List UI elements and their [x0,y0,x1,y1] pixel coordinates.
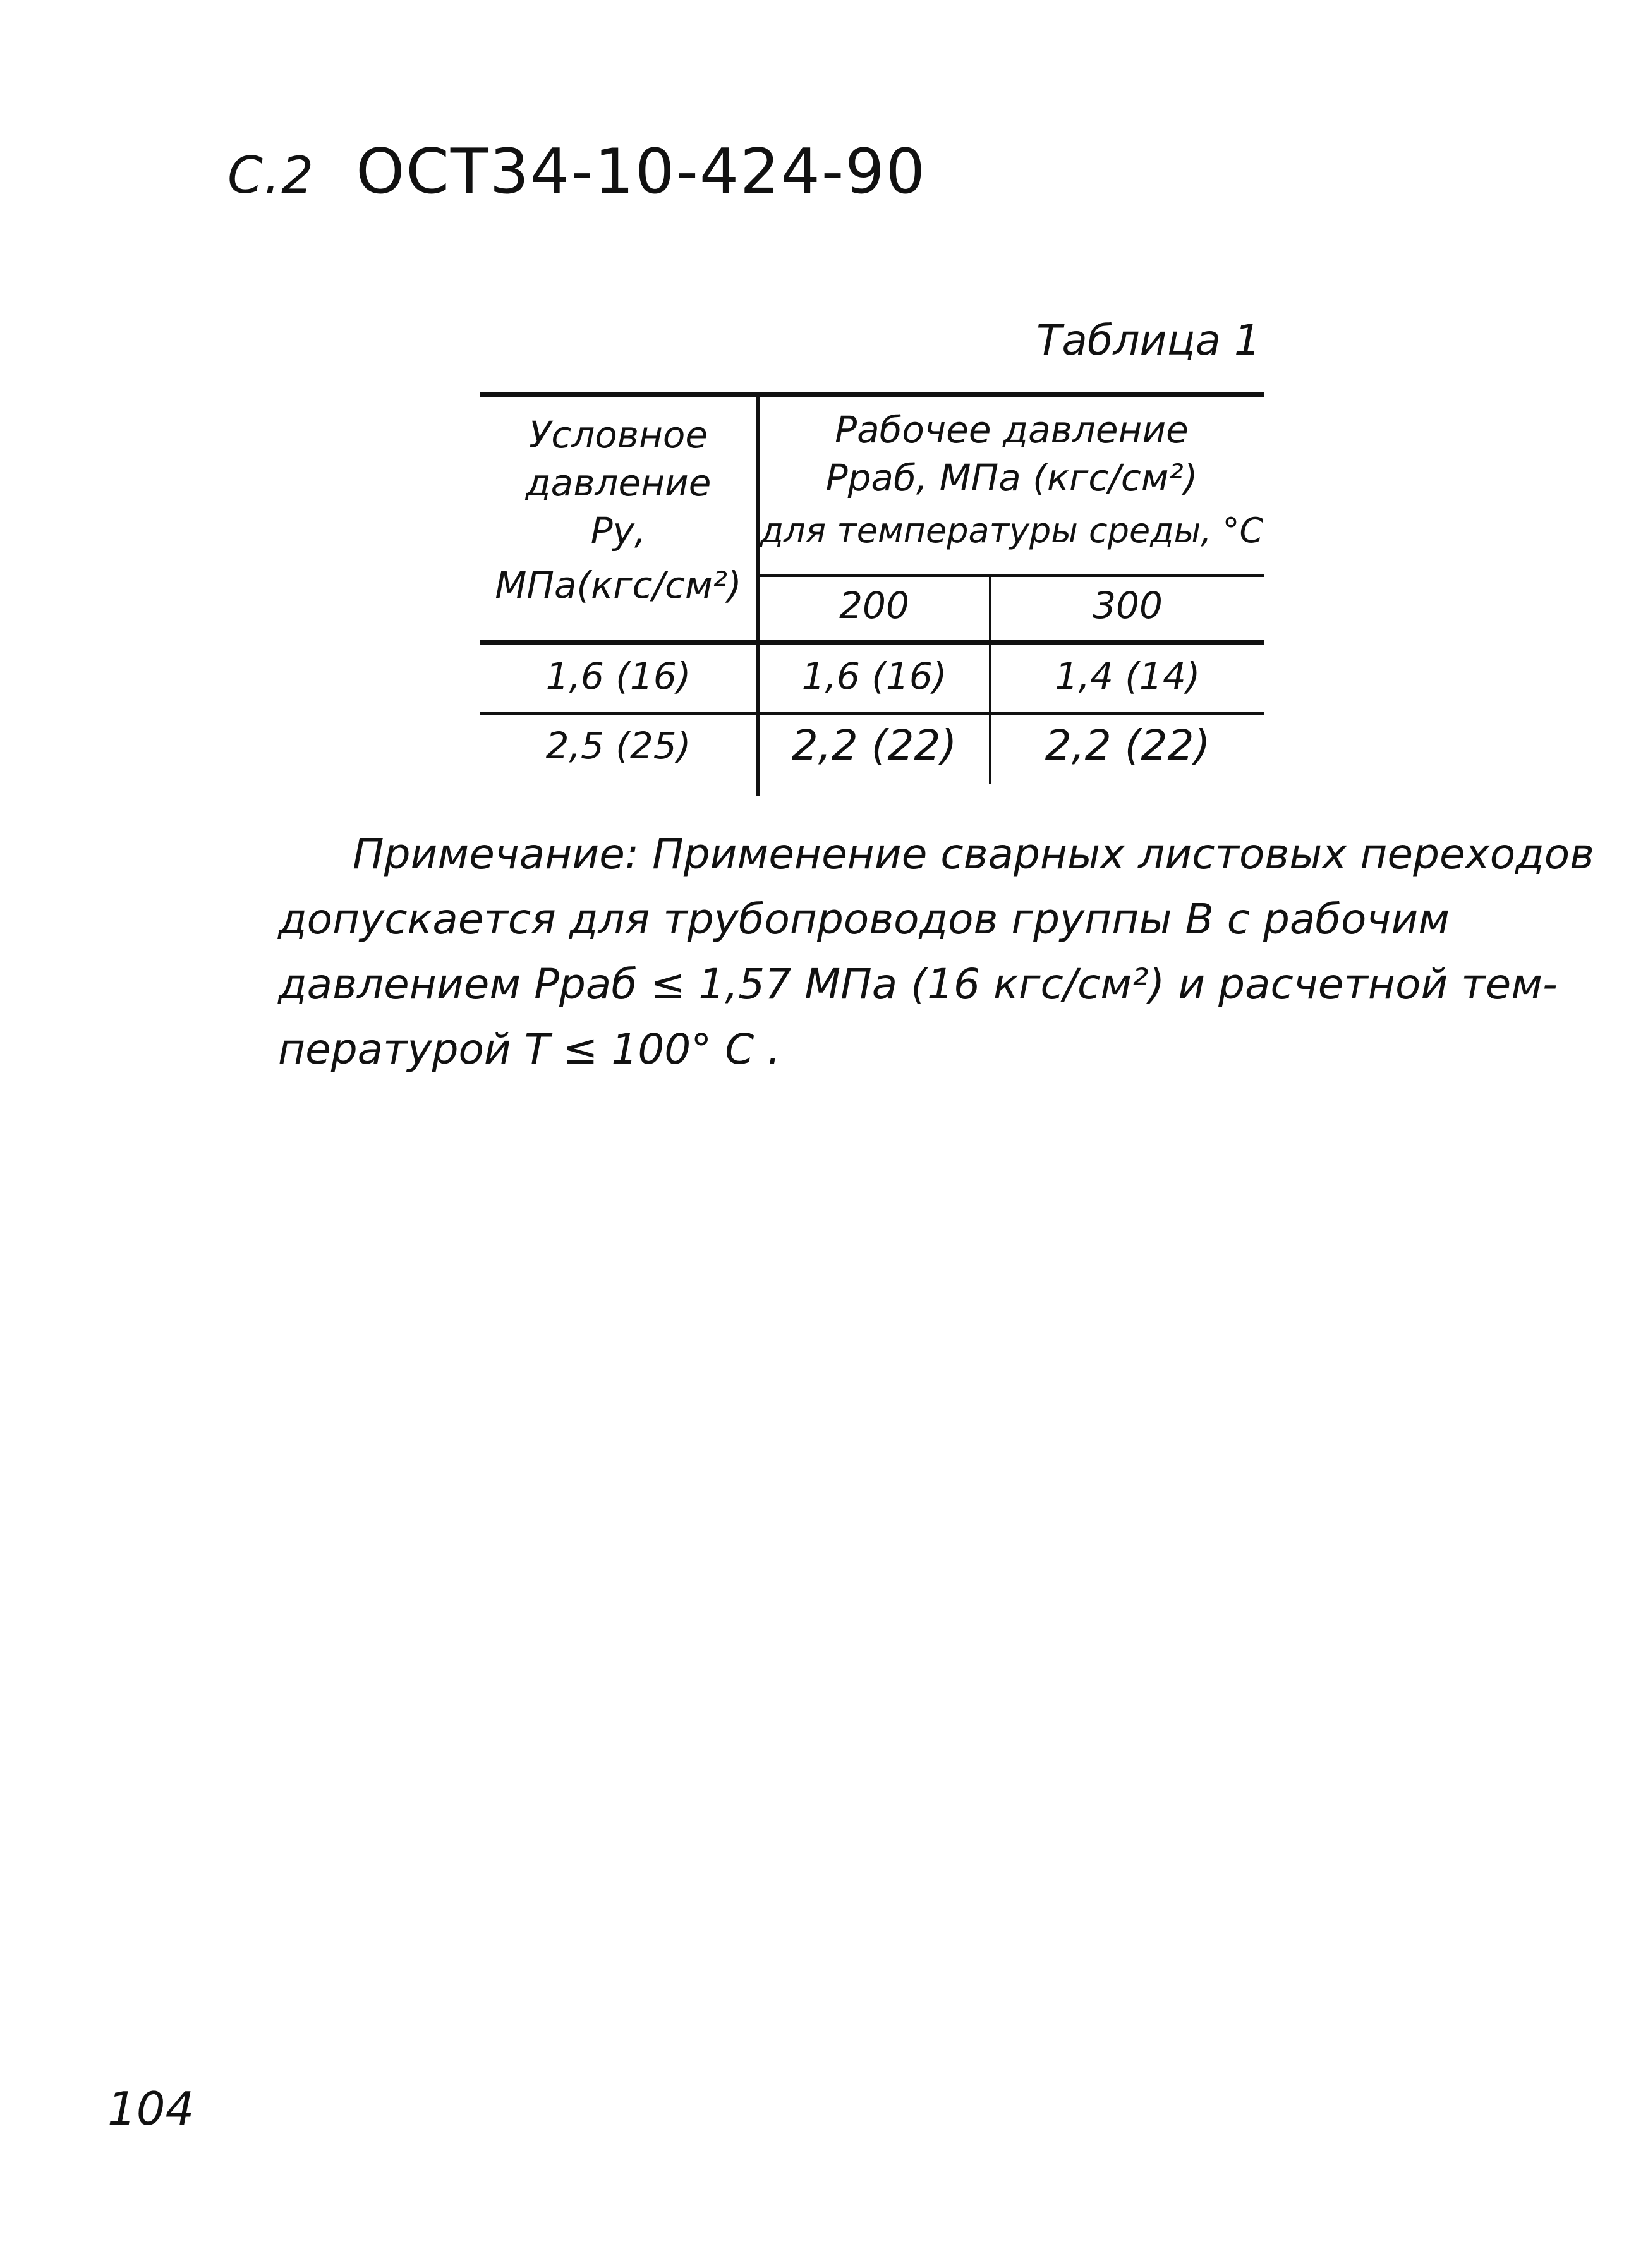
table-cell: 2,2 (22) [1045,721,1211,770]
table-top-rule [480,392,1264,397]
table-caption: Таблица 1 [1036,316,1261,365]
note-line: пературой Т ≤ 100° С . [278,1025,781,1074]
column-group-header-working-pressure [760,406,1264,555]
note-line: Примечание: Применение сварных листовых переходов [353,830,1594,878]
header-line: Условное [528,413,708,456]
table-cell: 1,4 (14) [1055,655,1201,698]
header-line: МПа(кгс/см²) [495,564,742,607]
header-line: Рабочее давление [835,408,1189,451]
table-note [278,822,1594,1082]
table-cell: 2,5 (25) [545,724,691,767]
table-subheader-rule [758,574,1264,577]
table-cell: 2,2 (22) [791,721,957,770]
document-code: ОСТ34-10-424-90 [356,136,926,208]
table-header-rule [480,640,1264,645]
table-row-divider [480,712,1264,715]
header-line: давление [525,461,712,504]
pressure-table [480,392,1264,796]
subheader-temp-200: 200 [839,584,909,627]
page-header [227,136,926,208]
note-line: допускается для трубопроводов группы В с рабочим [278,895,1450,943]
column-header-nominal-pressure [480,411,756,609]
page-number: 104 [107,2082,195,2135]
subheader-temp-300: 300 [1093,584,1163,627]
page-label: С.2 [227,146,315,205]
table-cell: 1,6 (16) [801,655,947,698]
header-line: Ру, [590,509,646,552]
table-cell: 1,6 (16) [545,655,691,698]
note-line: давлением Рраб ≤ 1,57 МПа (16 кгс/см²) и расчетной тем- [278,960,1558,1009]
header-line: Рраб, МПа (кгс/см²) [825,456,1198,499]
header-line: для температуры среды, °С [760,511,1264,550]
